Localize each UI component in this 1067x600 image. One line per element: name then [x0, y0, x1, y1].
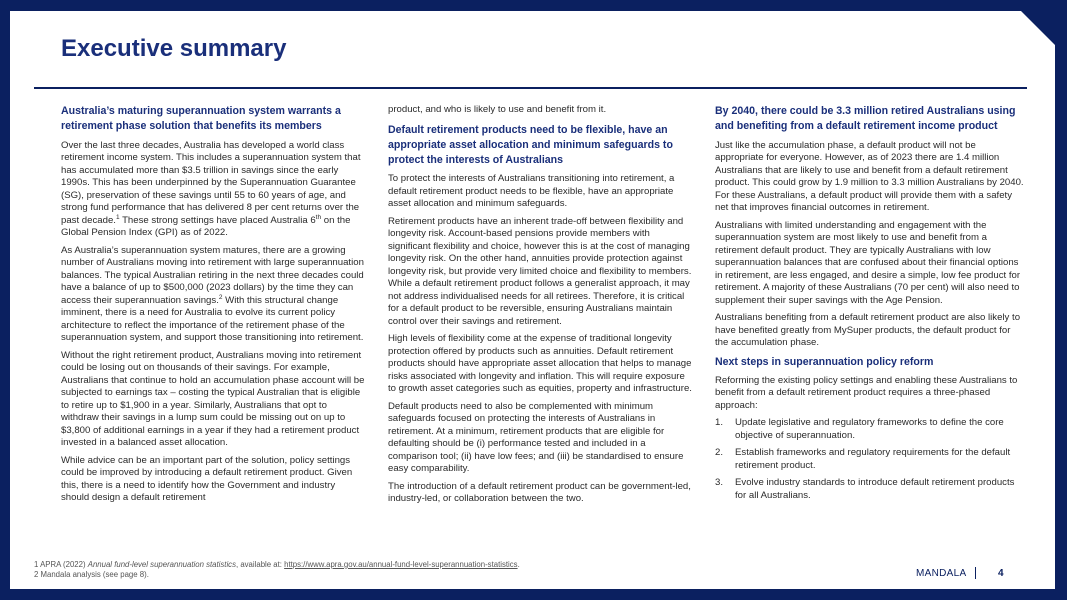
paragraph: To protect the interests of Australians transitioning into retirement, a default retirement product needs to be flexible, have an appropriate asset allocation and minimum safeguards.: [388, 173, 675, 210]
paragraph: As Australia’s superannuation system matures, there are a growing number of Australians moving into retirement with large superannuation balances. The typical Australian retiring in the next three decades could have a balance of up to $500,000 (2023 dollars) by the time they can access their superannuation savings.$^2$ With this structural change imminent, there is a need for Australia to evolve its current policy architecture to reflect the importance of the retirement phase of the superannuation system, and support those transitioning into retirement.: [61, 244, 364, 344]
footnotes: [34, 560, 520, 580]
paragraph: Retirement products have an inherent trade-off between flexibility and longevity risk. Account-based pensions provide members with significant flexibility and choice, however this is at the cost of managing longevity risk. On the other hand, annuities provide protection against longevity risk, but provide very limited choice and flexibility to members. While a default retirement product follows a generalist approach, it may not address individualised needs for all retirees. Therefore, it is critical for a default product to be reversible, ensuring Australians maintain control over their savings and retirement.: [388, 215, 692, 327]
paragraph: product, and who is likely to use and benefit from it.: [388, 104, 607, 115]
list-item: 3. Evolve industry standards to introduce default retirement products for all Australians.: [715, 477, 1015, 501]
section-heading-2040-projection: By 2040, there could be 3.3 million retired Australians using and benefiting from a default retirement income product: [715, 105, 1016, 133]
section-heading-next-steps: Next steps in superannuation policy reform: [715, 355, 934, 368]
page-title: Executive summary: [61, 35, 287, 62]
footnote-ref-1: 1: [115, 213, 120, 221]
column-2: [388, 104, 693, 511]
paragraph: Just like the accumulation phase, a default product will not be appropriate for everyone. However, as of 2023 there are 1.4 million Australians that are likely to use and benefit from a default retirement product. This could grow by 1.9 million to 3.3 million Australians by 2040. For these Australians, a default product will provide them with a safety net that improves financial outcomes in retirement.: [715, 139, 1024, 214]
footnote-2: 2 Mandala analysis (see page 8).: [34, 570, 149, 579]
paragraph: Over the last three decades, Australia has developed a world class retirement income system. This includes a superannuation system that has accumulated more than $3.5 trillion in savings since the early 1990s. This has been underpinned by the Superannuation Guarantee (SG), preservation of these savings until 55 to 60 years of age, and strong fund performance that has delivered 8 per cent returns over the past decade.$^1$ These strong settings have placed Australia 6th on the Global Pension Index (GPI) as of 2022.: [61, 139, 361, 239]
list-item: 2. Establish frameworks and regulatory requirements for the default retirement product.: [715, 447, 1011, 471]
paragraph: Default products need to also be complemented with minimum safeguards focused on protecting the interests of Australians in retirement. At a minimum, retirement products that are eligible for defaulting should be (i) performance tested and included in a comparison tool; (ii) have low fees; and (iii) be standardised to ensure easy comparability.: [388, 400, 684, 475]
brand-name: MANDALA: [916, 568, 967, 579]
apra-statistics-link[interactable]: https://www.apra.gov.au/annual-fund-level-superannuation-statistics: [284, 560, 518, 569]
footnote-1: 1 APRA (2022) Annual fund-level superannuation statistics, available at: https://www.apra.gov.au/annual-fund-level-superannuation-statistics.: [34, 560, 520, 569]
column-1: [61, 104, 366, 510]
page-number: 4: [998, 568, 1004, 579]
footer-divider: [975, 567, 976, 579]
paragraph: Without the right retirement product, Australians moving into retirement could be losing out on thousands of their savings. For example, Australians that continue to hold an accumulation phase account will be subjected to earnings tax – costing the typical Australian that is eligible to retire up to $1,900 in a year. Similarly, Australians that opt to withdraw their savings in a lump sum could be missing out on up to $3,800 of additional earnings in a year if they had a retirement product invested in a balanced asset allocation.: [61, 349, 365, 449]
report-page: [10, 11, 1055, 589]
section-heading-default-products: Default retirement products need to be flexible, have an appropriate asset allocation and minimum safeguards to protect the interests of Australians: [388, 123, 673, 167]
title-divider: [34, 87, 1027, 89]
list-item: 1. Update legislative and regulatory frameworks to define the core objective of superannuation.: [715, 417, 1004, 441]
section-heading-maturing-system: Australia’s maturing superannuation system warrants a retirement phase solution that benefits its members: [61, 105, 341, 133]
column-3: [715, 104, 1025, 507]
paragraph: High levels of flexibility come at the expense of traditional longevity protection offered by products such as annuities. Default retirement products should have appropriate asset allocation that helps to manage risks associated with longevity and inflation. This will require exposure to growth asset categories such as equities, property and infrastructure.: [388, 333, 692, 395]
paragraph: Reforming the existing policy settings and enabling these Australians to benefit from a default retirement product requires a three-phased approach:: [715, 374, 1018, 411]
footnote-ref-2: 2: [218, 293, 223, 301]
paragraph: While advice can be an important part of the solution, policy settings could be improved by introducing a default retirement product. Given this, there is a need to identify how the Government and industry should design a default retirement: [61, 454, 353, 504]
page-corner-decoration: [1021, 11, 1055, 45]
paragraph: Australians with limited understanding and engagement with the superannuation system are most likely to use and benefit from a retirement default product. They are typically Australians with low superannuation balances that are confused about their financial options in retirement, are less engaged, and desire a simple, low fee product for retirement. A majority of these Australians (70 per cent) will also need to supplement their super savings with the Age Pension.: [715, 219, 1021, 306]
next-steps-list: [715, 417, 1025, 502]
paragraph: Australians benefiting from a default retirement product are also likely to have benefited greatly from MySuper products, the default product for the accumulation phase.: [715, 312, 1021, 349]
paragraph: The introduction of a default retirement product can be government-led, industry-led, or collaboration between the two.: [388, 480, 691, 505]
